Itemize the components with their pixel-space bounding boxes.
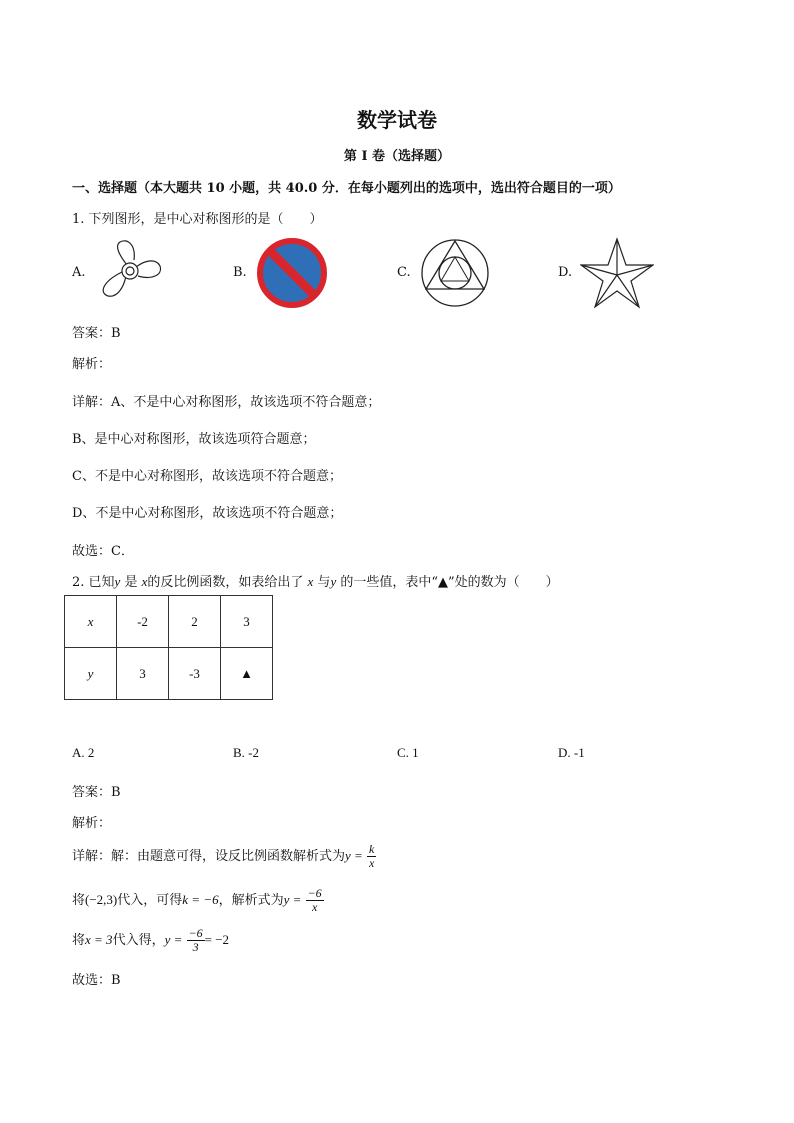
q2-detail-line-2: 将(−2,3)代入，可得k = −6，解析式为y = $\frac{-6}{x}$	[72, 886, 322, 914]
table-cell: 3	[117, 648, 169, 700]
propeller-fan-icon	[96, 238, 166, 306]
table-cell: ▲	[221, 648, 273, 700]
q2-conclusion: 故选：B	[72, 973, 121, 988]
q1-detail-line: 详解：A、不是中心对称图形，故该选项不符合题意；	[72, 395, 381, 410]
page-title: 数学试卷	[357, 108, 437, 132]
xy-values-table	[64, 595, 273, 700]
q2-analysis-label: 解析：	[72, 816, 112, 831]
q1-detail-line: D、不是中心对称图形，故该选项不符合题意；	[72, 506, 343, 521]
q2-option-c: C. 1	[397, 745, 419, 760]
q1-option-b-label: B.	[233, 265, 247, 280]
fraction: $\frac{k}{x}$	[368, 842, 375, 870]
table-cell: 3	[221, 596, 273, 648]
table-cell: x	[65, 596, 117, 648]
no-parking-sign-icon	[256, 237, 328, 309]
table-row-x	[65, 596, 273, 648]
q1-analysis-label: 解析：	[72, 357, 112, 372]
volume-subtitle: 第 I 卷（选择题）	[343, 149, 451, 164]
q1-stem: 1. 下列图形，是中心对称图形的是（ ）	[72, 212, 323, 227]
table-cell: -2	[117, 596, 169, 648]
table-row-y	[65, 648, 273, 700]
q2-answer: 答案：B	[72, 785, 121, 800]
five-point-star-icon	[580, 237, 654, 309]
q2-stem: 2. 已知y 是 x的反比例函数，如表给出了 x 与y 的一些值，表中“▲”处的数为（ ）	[72, 574, 559, 590]
q2-detail-line-3: 将x = 3代入得，y = $\frac{-6}{3}$ = −2	[72, 926, 230, 954]
table-cell: -3	[169, 648, 221, 700]
q1-detail-line: C、不是中心对称图形，故该选项不符合题意；	[72, 469, 342, 484]
table-cell: y	[65, 648, 117, 700]
q2-option-b: B. -2	[233, 745, 259, 760]
q1-conclusion: 故选：C．	[72, 544, 134, 559]
q1-answer: 答案：B	[72, 326, 121, 341]
table-cell: 2	[169, 596, 221, 648]
fraction: $\frac{-6}{x}$	[307, 886, 322, 914]
q1-detail-line: B、是中心对称图形，故该选项符合题意；	[72, 432, 316, 447]
q2-option-d: D. -1	[558, 745, 585, 760]
q1-option-a-label: A.	[72, 265, 86, 280]
fraction: $\frac{-6}{3}$	[188, 926, 203, 954]
q1-option-c-label: C.	[397, 265, 411, 280]
q1-option-d-label: D.	[558, 265, 573, 280]
q2-option-a: A. 2	[72, 745, 95, 760]
section-heading: 一、选择题（本大题共 10 小题，共 40.0 分．在每小题列出的选项中，选出符合题目的一项）	[72, 181, 621, 196]
q2-detail-line-1: 详解：解：由题意可得，设反比例函数解析式为y = $\frac{k}{x}$	[72, 842, 375, 870]
triangle-in-circle-icon	[419, 237, 491, 309]
